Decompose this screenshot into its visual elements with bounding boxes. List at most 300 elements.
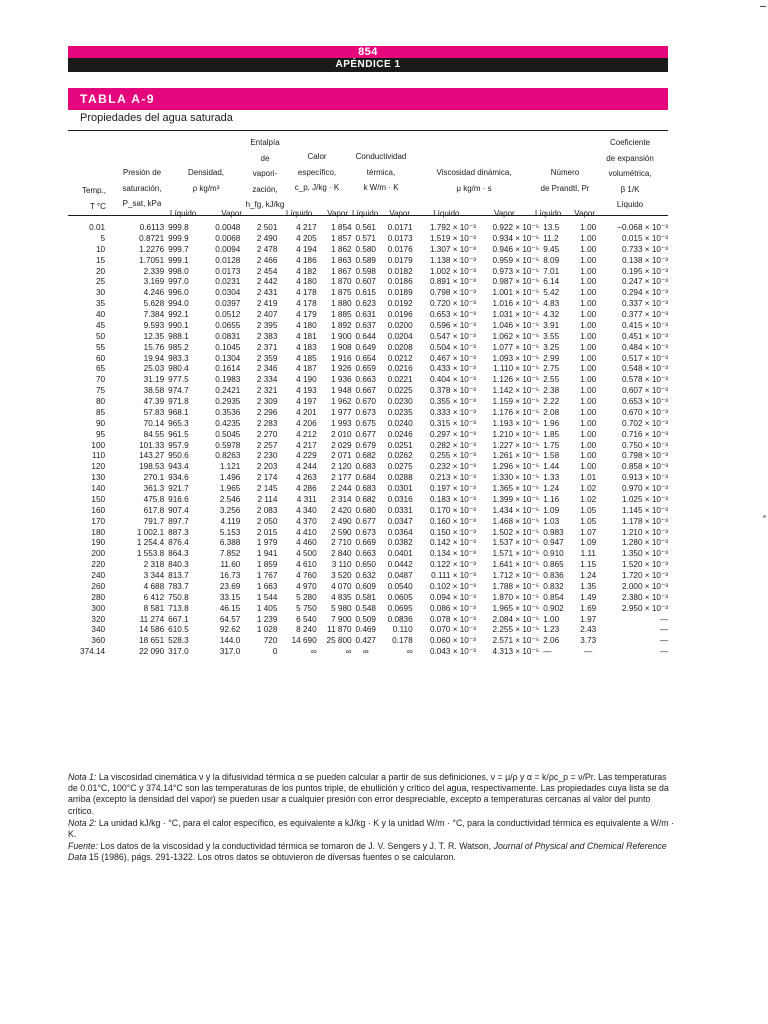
table-cell: 361.3 <box>143 484 165 493</box>
table-cell: 0.0208 <box>387 342 413 352</box>
table-cell: 64.57 <box>219 614 241 624</box>
table-row <box>68 451 668 462</box>
table-cell: 0.959 × 10⁻⁵ <box>492 255 540 265</box>
table-cell: 2 145 <box>256 484 278 493</box>
table-cell: 90 <box>95 418 106 428</box>
table-cell: 1.96 <box>543 418 560 428</box>
table-cell: 0.377 × 10⁻³ <box>622 310 668 319</box>
table-cell: 0.0251 <box>387 440 413 450</box>
source-note: Fuente: Los datos de la viscosidad y la conductividad térmica se tomaron de J. V. Sengers y J. T. R. Watson, Journal of Physical and Chemical Reference Data 15 (1986), págs. 291-1322. Los otros datos se obtuvieron de diversas fuentes o se calcularon. <box>68 841 667 863</box>
table-cell: 1.720 × 10⁻³ <box>622 571 668 580</box>
table-cell: 1.00 <box>580 310 597 319</box>
table-cell: 198.53 <box>139 462 165 472</box>
table-cell: 1.7051 <box>139 255 165 265</box>
table-cell: 2 490 <box>256 233 278 243</box>
table-cell: 0.683 <box>355 484 376 493</box>
table-cell: 0.0246 <box>387 429 413 439</box>
table-cell: 0.832 <box>543 581 564 591</box>
table-cell: 750.8 <box>168 592 189 602</box>
table-row <box>68 462 668 473</box>
table-cell: 0.469 <box>355 625 376 635</box>
table-cell: 1.00 <box>580 353 597 363</box>
table-cell: 320 <box>91 614 106 624</box>
table-cell: 1.176 × 10⁻⁵ <box>492 407 540 417</box>
table-cell: 120 <box>91 462 106 472</box>
header-specific-heat: Calor específico, c_p, J/kg · K Líquido Vapor <box>286 152 348 218</box>
table-cell: 57.83 <box>143 407 165 417</box>
table-cell: 46.15 <box>219 603 241 613</box>
table-cell: 130 <box>91 473 106 483</box>
table-cell: 998.0 <box>168 266 189 276</box>
table-cell: 0.255 × 10⁻³ <box>429 451 476 461</box>
table-cell: 0.0189 <box>387 288 413 298</box>
table-cell: 0.1045 <box>215 342 241 352</box>
table-cell: 0.178 <box>392 636 413 646</box>
table-cell: 47.39 <box>143 397 165 406</box>
table-cell: 6 412 <box>143 592 165 602</box>
table-cell: 1.09 <box>543 505 560 515</box>
table-cell: 897.7 <box>168 516 189 526</box>
table-cell: 1.00 <box>580 277 597 287</box>
table-cell: 916.6 <box>168 494 189 504</box>
table-cell: 0.578 × 10⁻³ <box>622 375 668 385</box>
table-cell: 1.69 <box>580 603 597 613</box>
table-cell: 0.684 <box>355 473 376 483</box>
table-cell: 8.09 <box>543 255 560 265</box>
table-cell: 0.0540 <box>387 581 413 591</box>
table-cell: 3.256 <box>219 505 241 515</box>
table-cell: 999.7 <box>168 244 189 254</box>
table-cell: 4 190 <box>296 375 317 385</box>
note-1: Nota 1: La viscosidad cinemática ν y la difusividad térmica α se pueden calcular a partir de sus definiciones, ν = μ/ρ y α = k/ρc_p = ν/Pr. Las temperaturas de 0.01°C, 100°C y 374.14°C son las temperaturas de los puntos triple, de ebullición y crítico del agua, respectivamente. Las propiedades cuya lista se da arriba (excepto la densidad del vapor) se pueden usar a cualquier presión con error despreciable, excepto a temperaturas cercanas al valor del punto crítico. <box>68 772 669 816</box>
table-cell: 1 892 <box>331 320 352 330</box>
table-cell: 1 916 <box>331 353 352 363</box>
table-cell: 4 286 <box>296 484 317 493</box>
table-cell: 1.520 × 10⁻³ <box>622 560 668 570</box>
table-cell: 4.119 <box>220 516 241 526</box>
margin-mark <box>763 515 766 518</box>
table-cell: 0.0304 <box>215 288 241 298</box>
table-cell: — <box>659 625 668 635</box>
table-row <box>68 549 668 560</box>
table-cell: 25 800 <box>326 636 352 646</box>
table-cell: 1.307 × 10⁻³ <box>429 244 476 254</box>
table-cell: 1.350 × 10⁻³ <box>622 549 668 559</box>
table-cell: 0.669 <box>355 538 376 548</box>
table-cell: 7.384 <box>143 310 165 319</box>
table-row <box>68 310 668 321</box>
table-cell: 150 <box>91 494 106 504</box>
table-cell: 4 186 <box>296 255 317 265</box>
table-cell: 2 442 <box>256 277 278 287</box>
table-cell: 2 346 <box>256 364 278 374</box>
table-cell: 1.142 × 10⁻⁵ <box>492 386 540 396</box>
table-cell: 2 371 <box>256 342 278 352</box>
table-cell: 85 <box>95 407 106 417</box>
mu-vapor-subheader: Vapor <box>493 209 515 218</box>
table-cell: 1.00 <box>580 288 597 298</box>
table-cell: 2 359 <box>256 353 278 363</box>
table-cell: 0.0605 <box>387 592 413 602</box>
table-cell: 988.1 <box>168 331 189 341</box>
table-cell: 0.8721 <box>139 233 165 243</box>
table-cell: 0.0182 <box>387 266 413 276</box>
table-cell: 0.0347 <box>387 516 413 526</box>
table-cell: 0.675 <box>355 418 376 428</box>
table-cell: 1.046 × 10⁻⁵ <box>492 320 540 330</box>
table-cell: 971.8 <box>168 397 189 406</box>
table-cell: 974.7 <box>168 386 189 396</box>
table-cell: 8 240 <box>296 625 317 635</box>
table-cell: 968.1 <box>168 407 189 417</box>
table-cell: 1 979 <box>256 538 278 548</box>
table-cell: 1 239 <box>256 614 278 624</box>
table-cell: ∞ <box>310 647 317 657</box>
table-cell: 0.060 × 10⁻³ <box>429 636 476 646</box>
table-cell: 0.183 × 10⁻³ <box>429 494 476 504</box>
table-cell: 25.03 <box>143 364 165 374</box>
table-cell: 2 431 <box>256 288 278 298</box>
table-cell: 1 977 <box>331 407 352 417</box>
table-cell: 1 941 <box>256 549 278 559</box>
table-cell: 961.5 <box>168 429 189 439</box>
header-prandtl: Número de Prandtl, Pr Líquido Vapor <box>535 168 595 218</box>
table-cell: 1.97 <box>580 614 597 624</box>
table-cell: 1 962 <box>331 397 352 406</box>
table-cell: 1.00 <box>580 440 597 450</box>
table-cell: 4 181 <box>296 331 317 341</box>
table-cell: 0.0301 <box>387 484 413 493</box>
table-cell: 30 <box>95 288 106 298</box>
table-cell: 1.965 × 10⁻⁵ <box>492 603 540 613</box>
table-cell: 16.73 <box>219 571 241 580</box>
table-cell: 1.00 <box>580 375 597 385</box>
saturated-water-table <box>68 223 668 658</box>
table-cell: 0.677 <box>355 429 376 439</box>
table-cell: 5.42 <box>543 288 560 298</box>
table-cell: 0.922 × 10⁻⁵ <box>492 223 540 232</box>
table-cell: 0.232 × 10⁻³ <box>429 462 476 472</box>
table-cell: 0.504 × 10⁻³ <box>429 342 476 352</box>
table-cell: 4 070 <box>331 581 352 591</box>
table-cell: 101.33 <box>139 440 165 450</box>
table-cell: 14 690 <box>291 636 317 646</box>
table-cell: 1.001 × 10⁻⁵ <box>492 288 540 298</box>
table-cell: 0.623 <box>355 299 376 309</box>
table-cell: 1.23 <box>543 625 560 635</box>
table-row <box>68 277 668 288</box>
table-row <box>68 441 668 452</box>
table-cell: 11.2 <box>543 233 559 243</box>
table-cell: 813.7 <box>168 571 189 580</box>
table-cell: 1.138 × 10⁻³ <box>429 255 476 265</box>
table-cell: 0.142 × 10⁻³ <box>429 538 476 548</box>
table-cell: 2 010 <box>331 429 352 439</box>
table-cell: 0.0275 <box>387 462 413 472</box>
table-cell: 0.716 × 10⁻³ <box>622 429 668 439</box>
table-cell: ∞ <box>362 647 369 657</box>
table-row <box>68 538 668 549</box>
table-cell: 667.1 <box>168 614 189 624</box>
table-cell: 1.00 <box>580 407 597 417</box>
table-cell: 1.031 × 10⁻⁵ <box>492 310 540 319</box>
table-cell: 0.0512 <box>215 310 241 319</box>
table-cell: 0.4235 <box>215 418 241 428</box>
table-cell: 0.134 × 10⁻³ <box>429 549 476 559</box>
table-cell: 317.0 <box>168 647 189 657</box>
table-row <box>68 647 668 658</box>
table-cell: 1.75 <box>543 440 560 450</box>
table-cell: 1.01 <box>580 473 597 483</box>
table-cell: 0.571 <box>355 233 376 243</box>
table-cell: 0.0173 <box>387 233 413 243</box>
table-cell: 360 <box>91 636 106 646</box>
table-cell: 0.561 <box>355 223 376 232</box>
cp-liquid-subheader: Líquido <box>286 208 313 218</box>
header-top-rule <box>68 130 668 131</box>
table-cell: 1 863 <box>331 255 352 265</box>
table-cell: 1.11 <box>580 549 596 559</box>
table-cell: 6.14 <box>543 277 560 287</box>
table-cell: −0.068 × 10⁻³ <box>617 223 668 232</box>
table-cell: 35 <box>95 299 106 309</box>
table-cell: 950.6 <box>168 451 189 461</box>
table-cell: 1.126 × 10⁻⁵ <box>492 375 540 385</box>
table-cell: 0.070 × 10⁻³ <box>429 625 476 635</box>
table-cell: 3.91 <box>543 320 560 330</box>
table-cell: 1.00 <box>580 451 597 461</box>
table-cell: 1.468 × 10⁻⁵ <box>492 516 540 526</box>
table-row <box>68 332 668 343</box>
table-cell: 907.4 <box>168 505 189 515</box>
table-cell: 0.947 <box>543 538 564 548</box>
table-cell: 4 179 <box>296 310 317 319</box>
table-cell: 0.102 × 10⁻³ <box>429 581 476 591</box>
table-cell: 0.0192 <box>387 299 413 309</box>
table-cell: 2.06 <box>543 636 560 646</box>
table-cell: 2 840 <box>331 549 352 559</box>
table-cell: 84.55 <box>143 429 165 439</box>
table-cell: 4 205 <box>296 233 317 243</box>
table-cell: 0.315 × 10⁻³ <box>429 418 476 428</box>
table-cell: 1.502 × 10⁻⁵ <box>492 527 540 537</box>
table-cell: 2 314 <box>331 494 352 504</box>
table-cell: 2.546 <box>219 494 241 504</box>
table-cell: 1 926 <box>331 364 352 374</box>
table-cell: 10 <box>95 244 106 254</box>
table-cell: 1.2276 <box>139 244 165 254</box>
table-cell: 2 114 <box>257 494 278 504</box>
table-row <box>68 375 668 386</box>
table-row <box>68 321 668 332</box>
table-cell: — <box>659 647 668 657</box>
table-cell: 2.55 <box>543 375 560 385</box>
table-row <box>68 636 668 647</box>
table-cell: 0.836 <box>543 571 564 580</box>
table-cell: 0.0173 <box>215 266 241 276</box>
table-cell: 1.00 <box>580 320 597 330</box>
table-cell: 1.193 × 10⁻⁵ <box>492 418 540 428</box>
table-cell: 1.159 × 10⁻⁵ <box>492 397 540 406</box>
table-cell: 2.000 × 10⁻³ <box>622 581 668 591</box>
table-cell: 1 544 <box>256 592 278 602</box>
table-cell: 33.15 <box>219 592 241 602</box>
table-row <box>68 419 668 430</box>
table-cell: 1.07 <box>580 527 597 537</box>
table-cell: 22 090 <box>139 647 165 657</box>
table-cell: 4 835 <box>331 592 352 602</box>
table-cell: 45 <box>95 320 106 330</box>
table-cell: 0.0235 <box>387 407 413 417</box>
table-cell: 4 970 <box>296 581 317 591</box>
table-cell: 864.3 <box>168 549 189 559</box>
table-cell: 0.043 × 10⁻³ <box>429 647 476 657</box>
table-cell: 0.0128 <box>215 255 241 265</box>
table-cell: 0.598 <box>355 266 376 276</box>
table-cell: 0.415 × 10⁻³ <box>622 320 668 330</box>
table-row <box>68 288 668 299</box>
table-cell: 2 071 <box>331 451 352 461</box>
table-cell: 4.313 × 10⁻⁵ <box>492 647 540 657</box>
table-cell: 20 <box>95 266 106 276</box>
table-cell: 4 229 <box>296 451 317 461</box>
table-cell: 9.45 <box>543 244 560 254</box>
table-cell: 2.255 × 10⁻⁵ <box>492 625 540 635</box>
table-cell: 0.0179 <box>387 255 413 265</box>
table-cell: 2 270 <box>256 429 278 439</box>
table-row <box>68 364 668 375</box>
table-row <box>68 245 668 256</box>
table-cell: 617.8 <box>143 505 165 515</box>
table-cell: 70 <box>95 375 106 385</box>
table-cell: 887.3 <box>168 527 189 537</box>
table-cell: 0.2421 <box>215 386 241 396</box>
table-cell: 1.365 × 10⁻⁵ <box>492 484 540 493</box>
table-cell: 2 590 <box>331 527 352 537</box>
table-cell: 4 185 <box>296 353 317 363</box>
table-cell: 6 540 <box>296 614 317 624</box>
table-cell: 0.673 <box>355 527 376 537</box>
table-row <box>68 223 668 234</box>
table-cell: 4 263 <box>296 473 317 483</box>
table-cell: 2 174 <box>256 473 278 483</box>
table-cell: 4 370 <box>296 516 317 526</box>
table-row <box>68 473 668 484</box>
header-conductivity: Conductividad térmica, k W/m · K Líquido Vapor <box>352 152 410 218</box>
table-cell: 0.750 × 10⁻³ <box>622 440 668 450</box>
table-cell: 1.537 × 10⁻⁵ <box>492 538 540 548</box>
table-cell: 5 280 <box>296 592 317 602</box>
table-cell: 0.580 <box>355 244 376 254</box>
table-cell: 0.0695 <box>387 603 413 613</box>
table-cell: 1.870 × 10⁻⁵ <box>492 592 540 602</box>
table-cell: 2 490 <box>331 516 352 526</box>
table-cell: 110 <box>92 451 106 461</box>
table-cell: 0.682 <box>355 451 376 461</box>
table-cell: 965.3 <box>168 418 189 428</box>
table-cell: 0.659 <box>355 364 376 374</box>
header-density: Densidad, ρ kg/m³ Líquido Vapor <box>170 168 242 218</box>
table-cell: 1.00 <box>580 244 597 254</box>
table-row <box>68 354 668 365</box>
table-cell: 80 <box>95 397 106 406</box>
table-cell: 1.025 × 10⁻³ <box>622 494 668 504</box>
table-cell: 0.910 <box>543 549 564 559</box>
table-cell: 1.062 × 10⁻⁵ <box>492 331 540 341</box>
table-cell: 5 750 <box>296 603 317 613</box>
table-cell: 1 900 <box>331 331 352 341</box>
table-cell: 1.15 <box>580 560 597 570</box>
table-cell: 0.702 × 10⁻³ <box>622 418 668 428</box>
table-cell: 1.16 <box>543 494 560 504</box>
table-cell: 1.00 <box>580 418 597 428</box>
table-cell: 3.73 <box>580 636 597 646</box>
table-cell: 3 110 <box>331 560 352 570</box>
table-cell: 4 201 <box>296 407 317 417</box>
table-cell: 1 663 <box>256 581 278 591</box>
table-row <box>68 615 668 626</box>
table-cell: 200 <box>91 549 106 559</box>
table-cell: 0.858 × 10⁻³ <box>622 462 668 472</box>
table-row <box>68 343 668 354</box>
table-cell: 180 <box>91 527 106 537</box>
table-cell: 11.60 <box>220 560 241 570</box>
table-cell: 2 283 <box>256 418 278 428</box>
table-cell: 0.160 × 10⁻³ <box>429 516 476 526</box>
table-cell: 2 230 <box>256 451 278 461</box>
table-cell: 0.0288 <box>387 473 413 483</box>
table-cell: 0.913 × 10⁻³ <box>622 473 668 483</box>
table-cell: 0.282 × 10⁻³ <box>429 440 476 450</box>
table-cell: 374.14 <box>80 647 106 657</box>
table-cell: 1.788 × 10⁻⁵ <box>492 581 540 591</box>
table-cell: 4 410 <box>296 527 317 537</box>
table-cell: 0.0442 <box>387 560 413 570</box>
table-cell: 0.138 × 10⁻³ <box>622 255 668 265</box>
table-cell: 55 <box>95 342 106 352</box>
table-cell: 1.965 <box>219 484 241 493</box>
table-cell: 0.2935 <box>215 397 241 406</box>
table-cell: 996.0 <box>168 288 189 298</box>
table-cell: 270.1 <box>143 473 165 483</box>
table-cell: 0.680 <box>355 505 376 515</box>
table-cell: — <box>584 647 593 657</box>
table-cell: 610.5 <box>168 625 189 635</box>
table-cell: 992.1 <box>168 310 189 319</box>
table-cell: 4 217 <box>296 440 317 450</box>
table-cell: 2.22 <box>543 397 560 406</box>
table-cell: 1.016 × 10⁻⁵ <box>492 299 540 309</box>
table-cell: 1 405 <box>256 603 278 613</box>
table-cell: 0.667 <box>355 386 376 396</box>
table-cell: 0.0216 <box>387 364 413 374</box>
table-cell: 1.44 <box>543 462 560 472</box>
table-cell: 1.00 <box>580 331 597 341</box>
mu-liquid-subheader: Líquido <box>433 209 460 218</box>
table-cell: 0.0048 <box>215 223 241 232</box>
table-cell: 0.632 <box>355 571 376 580</box>
table-cell: 9.593 <box>143 320 165 330</box>
table-cell: 0.0176 <box>387 244 413 254</box>
table-cell: 70.14 <box>143 418 165 428</box>
table-row <box>68 506 668 517</box>
table-cell: 1.00 <box>580 342 597 352</box>
table-cell: 1.261 × 10⁻⁵ <box>492 451 540 461</box>
table-cell: 2.99 <box>543 353 560 363</box>
page-number: 854 <box>68 46 668 58</box>
table-cell: 1.002 × 10⁻³ <box>429 266 476 276</box>
table-cell: 1.641 × 10⁻⁵ <box>492 560 540 570</box>
